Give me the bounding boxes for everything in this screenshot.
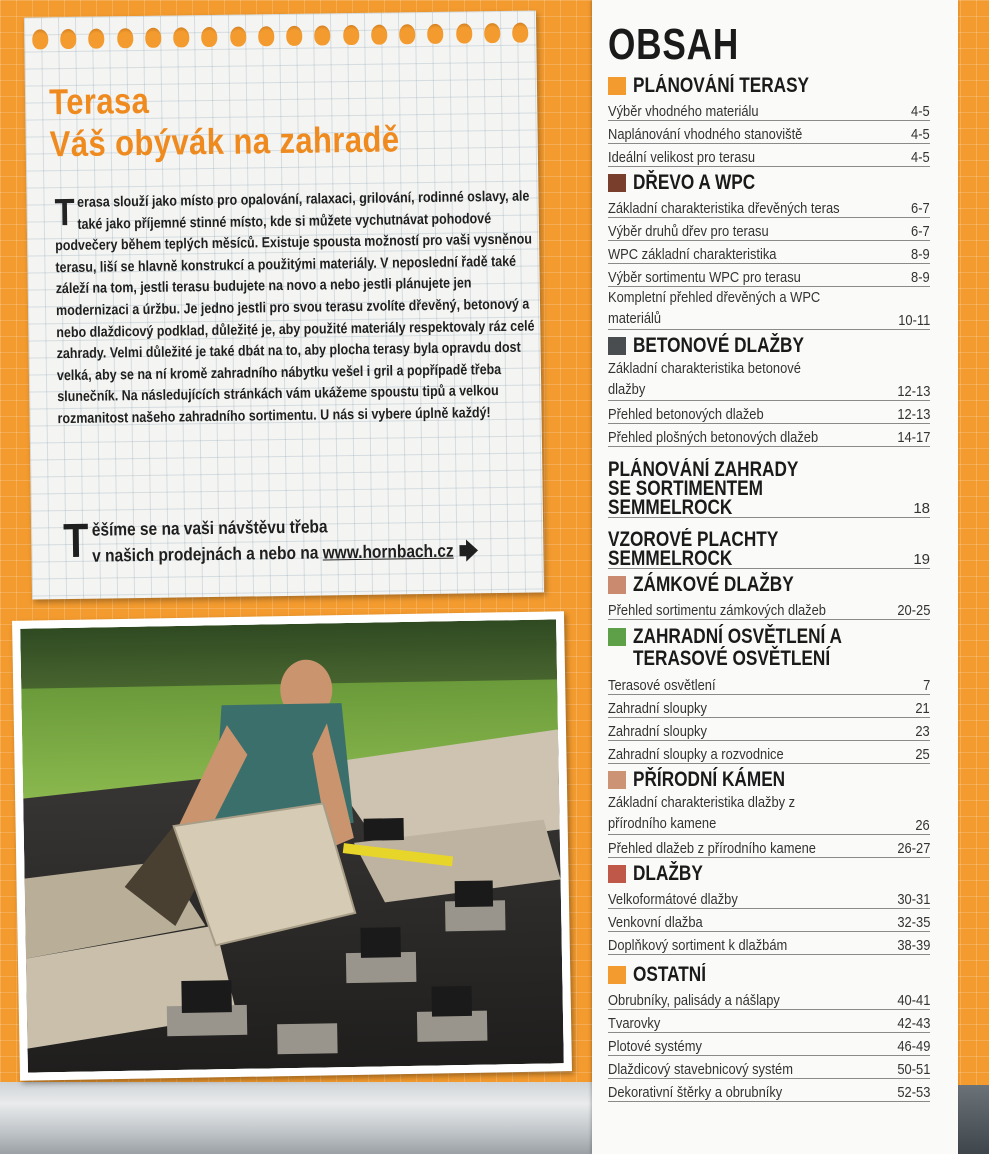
toc-entry[interactable] (608, 909, 930, 932)
hole-icon (399, 24, 415, 44)
hole-icon (60, 29, 76, 49)
hole-icon (89, 28, 105, 48)
toc-section (608, 171, 930, 330)
section-title: ZÁMKOVÉ DLAŽBY (633, 573, 794, 596)
entry-pages: 6-7 (911, 223, 930, 240)
toc-entry[interactable] (608, 932, 930, 955)
photo-illustration (20, 619, 564, 1072)
body-text: erasa slouží jako místo pro opalování, ralaxaci, grilování, rodinné oslavy, ale také jako příjemné stinné místo, kde si můžete vychutnávat pohodové podvečery během teplých měsíců. Existuje spousta možností pro vaši vysněnou terasu, liší se hlavně konstrukcí a použitými materiály. V neposlední řadě také záleží na tom, jestli terasu budujete na novo a nebo jestli plánujete jen modernizaci a úržbu. Je jedno jestli pro svou terasu zvolíte dřevěný, betonový a nebo dlaždicový podklad, důležité je, aby použité materiály respektovaly ráz celé zahrady. Velmi důležité je také dbát na to, aby plocha terasy byla opravdu dost velká, aby se na ní kromě zahradního nábytku vešel i gril a popřípadě třeba slunečník. Na následujících stránkách vám ukážeme spoustu tipů a velkou rozmanitost našeho zahradního sortimentu. U nás si vybere úplně každý! (55, 188, 535, 428)
toc-entry[interactable] (608, 98, 930, 121)
hole-icon (173, 27, 189, 47)
cursor-arrow-icon: 🡆 (458, 538, 479, 564)
entry-label: Výběr druhů dřev pro terasu (608, 223, 769, 240)
note-title-line1: Terasa (48, 79, 150, 123)
toc-entry[interactable] (608, 695, 930, 718)
entry-pages: 32-35 (896, 914, 930, 931)
hole-icon (145, 28, 161, 48)
toc-section (608, 573, 930, 620)
note-title-line2: Váš obývák na zahradě (49, 118, 400, 165)
note-title (49, 76, 400, 165)
section-title: DŘEVO A WPC (633, 171, 756, 194)
entry-label: Dekorativní štěrky a obrubníky (608, 1084, 783, 1101)
closing-dropcap: T (62, 514, 89, 569)
section-header (608, 768, 930, 792)
entry-pages: 10-11 (897, 312, 930, 329)
entry-pages: 42-43 (896, 1015, 930, 1032)
toc-entry[interactable] (608, 718, 930, 741)
section-color-square (608, 628, 626, 646)
entry-label: WPC základní charakteristika (608, 246, 777, 263)
toc-entry[interactable] (608, 672, 930, 695)
entry-label: Zahradní sloupky (608, 700, 707, 717)
entry-label: Výběr vhodného materiálu (608, 103, 759, 120)
entry-label: Přehled dlažeb z přírodního kamene (608, 840, 816, 857)
section-title: BETONOVÉ DLAŽBY (633, 334, 804, 357)
heading-title: PLÁNOVÁNÍ ZAHRADY SE SORTIMENTEM SEMMELROCK (608, 458, 799, 519)
entry-label: Ideální velikost pro terasu (608, 149, 756, 166)
entry-label: Výběr sortimentu WPC pro terasu (608, 269, 801, 286)
entry-label: Kompletní přehled dřevěných a WPC materiálů (608, 289, 821, 327)
entry-pages: 26 (915, 817, 930, 834)
entry-label: Venkovní dlažba (608, 914, 703, 931)
entry-label: Přehled betonových dlažeb (608, 406, 764, 423)
entry-pages: 12-13 (896, 383, 930, 400)
entry-pages: 7 (922, 677, 930, 694)
body-dropcap: T (54, 191, 75, 235)
section-color-square (608, 77, 626, 95)
entry-pages: 30-31 (896, 891, 930, 908)
section-title: DLAŽBY (633, 862, 703, 885)
section-color-square (608, 966, 626, 984)
toc-entry[interactable] (608, 1056, 930, 1079)
toc-entry[interactable] (608, 195, 930, 218)
metal-strip (0, 1082, 600, 1154)
entry-pages: 52-53 (896, 1084, 930, 1101)
entry-label: Tvarovky (608, 1015, 661, 1032)
section-header (608, 573, 930, 597)
section-header (608, 862, 930, 886)
entry-pages: 12-13 (896, 406, 930, 423)
entry-label: Zahradní sloupky a rozvodnice (608, 746, 784, 763)
hole-icon (230, 27, 246, 47)
entry-pages: 4-5 (911, 126, 930, 143)
entry-label: Doplňkový sortiment k dlažbám (608, 937, 788, 954)
entry-pages: 25 (915, 746, 930, 763)
section-color-square (608, 174, 626, 192)
entry-label: Zahradní sloupky (608, 723, 707, 740)
hole-icon (286, 26, 302, 46)
toc-title: OBSAH (608, 20, 740, 69)
entry-label: Základní charakteristika dlažby z přírodního kamene (608, 794, 796, 832)
entry-label: Terasové osvětlení (608, 677, 716, 694)
entry-label: Velkoformátové dlažby (608, 891, 738, 908)
toc-entry[interactable] (608, 792, 930, 835)
entry-label: Přehled plošných betonových dlažeb (608, 429, 819, 446)
toc-section (608, 74, 930, 167)
entry-pages: 21 (915, 700, 930, 717)
hole-icon (456, 23, 472, 43)
section-title: ZAHRADNÍ OSVĚTLENÍ A TERASOVÉ OSVĚTLENÍ (633, 625, 842, 670)
entry-label: Přehled sortimentu zámkových dlažeb (608, 602, 826, 619)
toc-entry[interactable] (608, 264, 930, 287)
section-title: PŘÍRODNÍ KÁMEN (633, 768, 786, 791)
toc-section (608, 768, 930, 858)
toc-entry[interactable] (608, 287, 930, 330)
toc-entry[interactable] (608, 987, 930, 1010)
section-color-square (608, 576, 626, 594)
hole-icon (258, 26, 274, 46)
terrace-photo (12, 611, 572, 1081)
entry-pages: 23 (915, 723, 930, 740)
heading-title: VZOROVÉ PLACHTY SEMMELROCK (608, 528, 778, 570)
section-header (608, 624, 930, 672)
notebook-note (24, 10, 544, 599)
toc-entry[interactable] (608, 121, 930, 144)
toc-entry[interactable] (608, 241, 930, 264)
note-body (54, 186, 539, 430)
toc-entry[interactable] (608, 1010, 930, 1033)
hole-icon (371, 25, 387, 45)
entry-label: Základní charakteristika dřevěných teras (608, 200, 840, 217)
toc-entry[interactable] (608, 144, 930, 167)
entry-pages: 26-27 (896, 840, 930, 857)
toc-entry[interactable] (608, 741, 930, 764)
note-closing (63, 510, 545, 570)
section-title: OSTATNÍ (633, 963, 707, 986)
toc-entry[interactable] (608, 424, 930, 447)
hole-icon (117, 28, 133, 48)
hole-icon (202, 27, 218, 47)
toc-entry[interactable] (608, 886, 930, 909)
toc-section (608, 624, 930, 764)
toc-entry[interactable] (608, 218, 930, 241)
entry-label: Naplánování vhodného stanoviště (608, 126, 803, 143)
toc-entry[interactable] (608, 401, 930, 424)
entry-label: Základní charakteristika betonové dlažby (608, 360, 801, 398)
section-header (608, 74, 930, 98)
section-color-square (608, 337, 626, 355)
toc-section (608, 963, 930, 1102)
entry-label: Dlaždicový stavebnicový systém (608, 1061, 793, 1078)
entry-pages: 18 (913, 500, 930, 517)
hole-icon (32, 29, 48, 49)
section-header (608, 334, 930, 358)
section-color-square (608, 771, 626, 789)
entry-pages: 40-41 (896, 992, 930, 1009)
toc-entry[interactable] (608, 835, 930, 858)
entry-pages: 4-5 (911, 149, 930, 166)
spiral-holes (32, 23, 528, 50)
section-header (608, 171, 930, 195)
hole-icon (343, 25, 359, 45)
website-link[interactable]: www.hornbach.cz (322, 540, 454, 563)
hole-icon (427, 24, 443, 44)
entry-pages: 6-7 (911, 200, 930, 217)
entry-label: Obrubníky, palisády a nášlapy (608, 992, 780, 1009)
entry-pages: 14-17 (896, 429, 930, 446)
entry-pages: 4-5 (911, 103, 930, 120)
hole-icon (512, 23, 528, 43)
toc-entry[interactable] (608, 1033, 930, 1056)
toc-heading-entry[interactable] (608, 526, 930, 569)
hole-icon (484, 23, 500, 43)
entry-pages: 8-9 (911, 246, 930, 263)
toc-entry[interactable] (608, 597, 930, 620)
section-title: PLÁNOVÁNÍ TERASY (633, 74, 810, 97)
section-header (608, 963, 930, 987)
toc-heading-entry[interactable] (608, 455, 930, 518)
toc-entry[interactable] (608, 1079, 930, 1102)
entry-pages: 20-25 (896, 602, 930, 619)
entry-pages: 38-39 (896, 937, 930, 954)
toc-entry[interactable] (608, 358, 930, 401)
section-color-square (608, 865, 626, 883)
entry-pages: 19 (913, 551, 930, 568)
toc-content (608, 20, 930, 1102)
entry-pages: 50-51 (896, 1061, 930, 1078)
entry-label: Plotové systémy (608, 1038, 702, 1055)
toc-section (608, 334, 930, 447)
entry-pages: 46-49 (896, 1038, 930, 1055)
closing-line2: v našich prodejnách a nebo na (92, 542, 323, 566)
hole-icon (314, 25, 330, 45)
closing-line1: ěšíme se na vaši návštěvu třeba (91, 516, 328, 540)
entry-pages: 8-9 (911, 269, 930, 286)
toc-panel (592, 0, 958, 1154)
photo-scene (20, 619, 564, 1072)
toc-section (608, 862, 930, 955)
